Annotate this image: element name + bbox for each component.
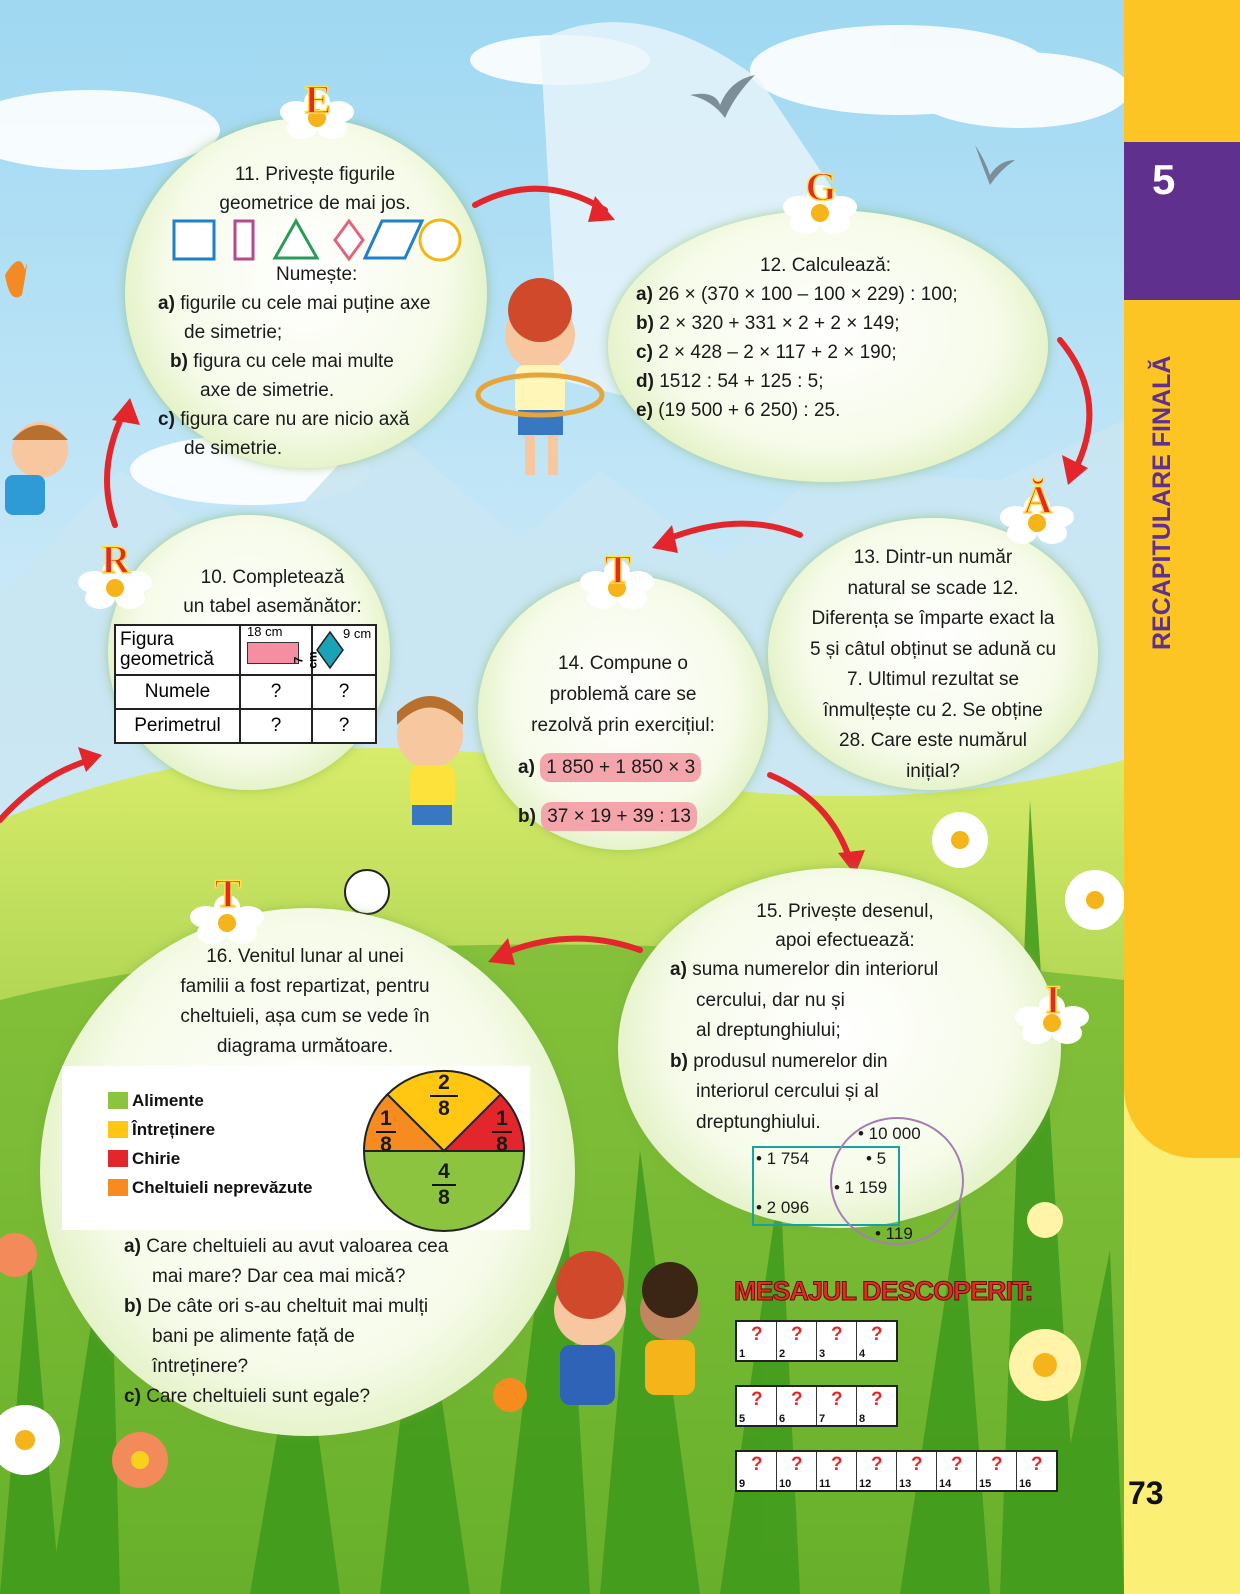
table-cell: Numele xyxy=(115,675,240,709)
message-cell[interactable]: ? 15 xyxy=(977,1452,1017,1490)
letter-e: E xyxy=(304,77,332,122)
message-cell[interactable]: ? 2 xyxy=(777,1322,817,1360)
table-cell: 18 cm 7 cm xyxy=(240,625,312,675)
circle-shape xyxy=(420,220,460,260)
table-cell: ? xyxy=(312,709,376,743)
ex10-table xyxy=(114,624,377,744)
parallelogram-shape xyxy=(365,221,422,258)
table-cell: Figura geometrică xyxy=(115,625,240,675)
letter-t2: T xyxy=(214,871,242,916)
ex15-number: • 1 754 xyxy=(756,1149,810,1168)
legend-swatch xyxy=(108,1179,128,1196)
message-row-3 xyxy=(735,1450,1058,1492)
message-row-1 xyxy=(735,1320,898,1362)
ex12-item: a) 26 × (370 × 100 – 100 × 229) : 100; xyxy=(636,284,958,305)
legend-item: Chirie xyxy=(108,1149,180,1169)
ex11-title: 11. Privește figurile geometrice de mai jos. xyxy=(219,164,411,214)
message-cell[interactable]: ? 9 xyxy=(737,1452,777,1490)
ex16-body: 16. Venitul lunar al unei familii a fost repartizat, pentru cheltuieli, așa cum se vede în diagrama următoare. xyxy=(180,946,430,1057)
legend-item: Cheltuieli neprevăzute xyxy=(108,1178,312,1198)
message-title: MESAJUL DESCOPERIT: xyxy=(734,1276,1033,1306)
ex14-option-a: a) 1 850 + 1 850 × 3 xyxy=(518,753,701,782)
message-cell[interactable]: ? 4 xyxy=(859,1324,883,1360)
rhombus-shape xyxy=(335,221,363,259)
ex15-body: a) suma numerelor din interiorul cercului, dar nu și al dreptunghiului; b) produsul numerelor din interiorul cercului și al dreptunghiului. xyxy=(670,959,939,1133)
table-cell: 9 cm xyxy=(312,625,376,675)
ex13-body: 13. Dintr-un număr natural se scade 12. Diferența se împarte exact la 5 și câtul obținut se adună cu 7. Ultimul rezultat se înmulțește cu 2. Se obține 28. Care este numărul inițial? xyxy=(809,547,1057,782)
pie-label-left: 1 8 xyxy=(376,1107,396,1157)
ex14-body: 14. Compune o problemă care se rezolvă prin exercițiul: xyxy=(531,653,715,736)
letter-a: Ă xyxy=(1023,477,1053,522)
ex10-title: 10. Completează un tabel asemănător: xyxy=(183,567,362,617)
ex12-item: b) 2 × 320 + 331 × 2 + 2 × 149; xyxy=(636,313,900,334)
letter-t1: T xyxy=(604,547,632,592)
table-cell: ? xyxy=(312,675,376,709)
message-cell[interactable]: ? 11 xyxy=(817,1452,857,1490)
legend-swatch xyxy=(108,1150,128,1167)
ex15-number: • 1 159 xyxy=(834,1178,888,1197)
ex15-number: • 10 000 xyxy=(858,1124,921,1143)
legend-swatch xyxy=(108,1121,128,1138)
message-cell[interactable]: ? 14 xyxy=(937,1452,977,1490)
ex15-number: • 119 xyxy=(875,1224,913,1243)
ex16-questions: a) Care cheltuieli au avut valoarea cea mai mare? Dar cea mai mică? b) De câte ori s-au cheltuit mai mulți bani pe alimente față de întreținere? c) Care cheltuieli sunt egale? xyxy=(124,1236,449,1407)
ex12-item: d) 1512 : 54 + 125 : 5; xyxy=(636,371,824,392)
pie-label-intretinere: 2 8 xyxy=(430,1071,458,1121)
chapter-badge xyxy=(1124,142,1240,300)
message-row-2 xyxy=(735,1385,898,1427)
message-cell[interactable]: ? 3 xyxy=(817,1322,857,1360)
ex15-number: • 5 xyxy=(866,1149,887,1168)
ex15-number: • 2 096 xyxy=(756,1198,810,1217)
message-cell[interactable]: ? 8 xyxy=(859,1389,883,1425)
ex12-item: e) (19 500 + 6 250) : 25. xyxy=(636,400,841,421)
letter-r: R xyxy=(101,537,131,582)
ex12-item: c) 2 × 428 – 2 × 117 + 2 × 190; xyxy=(636,342,897,363)
message-cell[interactable]: ? 16 xyxy=(1019,1454,1043,1490)
legend-item: Întreținere xyxy=(108,1120,215,1140)
chapter-title-vertical xyxy=(1140,330,1180,650)
message-cell[interactable]: ? 1 xyxy=(737,1322,777,1360)
ex11-body: Numește: a) figurile cu cele mai puține axe de simetrie; b) figura cu cele mai multe axe de simetrie. c) figura care nu are nicio axă de simetrie. xyxy=(158,264,431,459)
chapter-title-text: RECAPITULARE FINALĂ xyxy=(1148,355,1176,650)
table-cell: ? xyxy=(240,675,312,709)
rectangle-shape xyxy=(235,221,253,259)
letter-g: G xyxy=(805,164,837,209)
table-cell: ? xyxy=(240,709,312,743)
message-cell[interactable]: ? 7 xyxy=(817,1387,857,1425)
message-cell[interactable]: ? 6 xyxy=(777,1387,817,1425)
ex12-title: 12. Calculează: xyxy=(760,255,891,276)
message-cell[interactable]: ? 13 xyxy=(897,1452,937,1490)
ex11-shapes xyxy=(172,218,472,263)
ex15-title: 15. Privește desenul, apoi efectuează: xyxy=(756,901,934,951)
rhombus-figure xyxy=(315,630,345,670)
ex14-option-b: b) 37 × 19 + 39 : 13 xyxy=(518,802,697,831)
letter-i: I xyxy=(1045,977,1061,1022)
table-cell: Perimetrul xyxy=(115,709,240,743)
page-number: 73 xyxy=(1128,1475,1164,1511)
message-cell[interactable]: ? 12 xyxy=(857,1452,897,1490)
legend-item: Alimente xyxy=(108,1091,204,1111)
message-cell[interactable]: ? 10 xyxy=(777,1452,817,1490)
triangle-shape xyxy=(275,221,317,258)
pie-label-right: 1 8 xyxy=(492,1107,512,1157)
chapter-number: 5 xyxy=(1152,156,1176,203)
square-shape xyxy=(174,221,214,259)
legend-swatch xyxy=(108,1092,128,1109)
message-cell[interactable]: ? 5 xyxy=(737,1387,777,1425)
pie-label-alimente: 4 8 xyxy=(432,1160,456,1210)
ex12-body xyxy=(636,251,1046,425)
